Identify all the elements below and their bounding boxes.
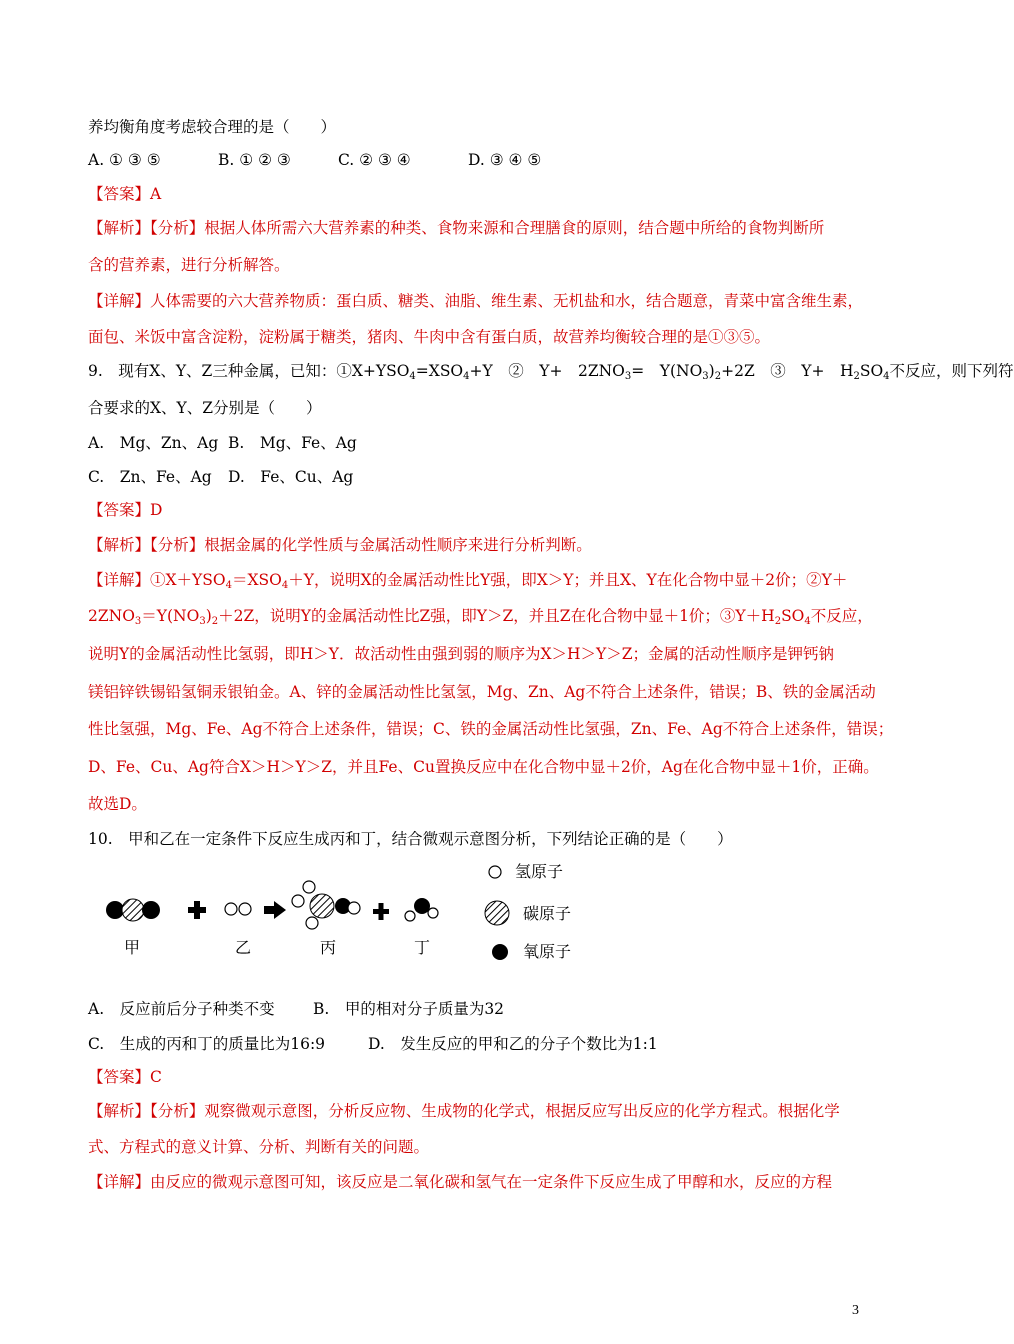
q8-option-d: D. ③ ④ ⑤ <box>468 151 542 169</box>
plus-icon <box>188 901 206 919</box>
q8-analysis-line-2: 含的营养素，进行分析解答。 <box>88 256 290 274</box>
q9-detail-line-2: $2ZNO_3=Y(NO_3)_2+2Z$，说明Y的金属活动性比Z强，即Y＞Z，并且Z在化合物中显＋1价；$③Y+H_2SO_4$不反应， <box>88 607 873 627</box>
methanol-molecule <box>292 881 360 929</box>
q8-detail-line-2: 面包、米饭中富含淀粉，淀粉属于糖类，猪肉、牛肉中含有蛋白质，故营养均衡较合理的是①③⑤。 <box>88 328 771 346</box>
page-number: 3 <box>852 1303 859 1318</box>
legend-carbon: 碳原子 <box>523 904 572 923</box>
q8-option-b: B. ① ② ③ <box>218 151 291 169</box>
q10-stem: 10. 甲和乙在一定条件下反应生成丙和丁，结合微观示意图分析，下列结论正确的是（ ） <box>88 830 733 848</box>
q9-analysis: 【解析】【分析】根据金属的化学性质与金属活动性顺序来进行分析判断。 <box>88 536 592 554</box>
q10-analysis-line-2: 式、方程式的意义计算、分析、判断有关的问题。 <box>88 1138 430 1156</box>
plus-icon <box>373 903 389 920</box>
legend <box>485 862 571 961</box>
q10-options-cd <box>88 1033 658 1055</box>
q8-stem-tail: 养均衡角度考虑较合理的是（ ） <box>88 118 337 136</box>
q9-option-b: B. Mg、Fe、Ag <box>228 434 357 452</box>
legend-hydrogen: 氢原子 <box>515 862 564 881</box>
label-bing: 丙 <box>319 938 337 957</box>
q10-option-a: A. 反应前后分子种类不变 <box>88 1000 275 1018</box>
q9-answer: 【答案】D <box>88 501 163 519</box>
q8-answer: 【答案】A <box>88 185 162 203</box>
q9-detail-line-4: 镁铝锌铁锡铅氢铜汞银铂金。A、锌的金属活动性比氢氢，Mg、Zn、Ag不符合上述条件，错误；B、铁的金属活动 <box>88 683 876 701</box>
molecule-diagram <box>100 858 620 968</box>
q9-stem-line-2: 合要求的X、Y、Z分别是（ ） <box>88 399 322 417</box>
q8-detail-line-1: 【详解】人体需要的六大营养物质：蛋白质、糖类、油脂、维生素、无机盐和水，结合题意，青菜中富含维生素， <box>88 292 864 310</box>
arrow-right-icon <box>264 901 286 919</box>
q8-option-c: C. ② ③ ④ <box>338 151 411 169</box>
q9-detail-line-6: D、Fe、Cu、Ag符合X＞H＞Y＞Z，并且Fe、Cu置换反应中在化合物中显＋2价，Ag在化合物中显＋1价，正确。 <box>88 758 879 776</box>
q9-detail-line-7: 故选D。 <box>88 795 147 813</box>
q8-options <box>88 149 541 171</box>
h2-molecule <box>225 903 251 915</box>
q10-options-ab <box>88 998 504 1020</box>
label-ding: 丁 <box>413 938 431 957</box>
carbon-atom-icon <box>485 901 509 925</box>
q10-detail-line-1: 【详解】由反应的微观示意图可知，该反应是二氧化碳和氢气在一定条件下反应生成了甲醇和水，反应的方程 <box>88 1173 833 1191</box>
label-yi: 乙 <box>234 938 252 957</box>
q10-answer: 【答案】C <box>88 1068 162 1086</box>
q9-options-ab <box>88 432 357 454</box>
q10-option-d: D. 发生反应的甲和乙的分子个数比为1:1 <box>368 1035 658 1053</box>
q10-option-c: C. 生成的丙和丁的质量比为16:9 <box>88 1035 326 1053</box>
q8-analysis-line-1: 【解析】【分析】根据人体所需六大营养素的种类、食物来源和合理膳食的原则，结合题中所给的食物判断所 <box>88 219 825 237</box>
q8-option-a: A. ① ③ ⑤ <box>88 151 161 169</box>
q9-options-cd <box>88 466 353 488</box>
q9-detail-line-5: 性比氢强，Mg、Fe、Ag不符合上述条件，错误；C、铁的金属活动性比氢强，Zn、Fe、Ag不符合上述条件，错误； <box>88 720 894 738</box>
q10-analysis-line-1: 【解析】【分析】观察微观示意图，分析反应物、生成物的化学式，根据反应写出反应的化学方程式。根据化学 <box>88 1102 840 1120</box>
q9-detail-line-3: 说明Y的金属活动性比氢弱，即H＞Y．故活动性由强到弱的顺序为X＞H＞Y＞Z；金属的活动性顺序是钾钙钠 <box>88 645 835 663</box>
q9-stem-line-1: 9. 现有X、Y、Z三种金属，已知：$①X+YSO_4=XSO_4+Y$ ② Y+ $2ZNO_3=$ $Y(NO_3)_2+2Z$ ③ Y+ $H_2SO_4$不反应，则下列符 <box>88 362 1014 382</box>
water-molecule <box>405 898 438 921</box>
q9-detail-line-1: 【详解】$①X+YSO_4=XSO_4+Y$，说明X的金属活动性比Y强，即X＞Y；并且X、Y在化合物中显＋2价；②Y＋ <box>88 571 848 591</box>
oxygen-atom-icon <box>492 944 508 960</box>
q9-option-c: C. Zn、Fe、Ag <box>88 468 212 486</box>
hydrogen-atom-icon <box>489 866 501 878</box>
q10-option-b: B. 甲的相对分子质量为32 <box>313 1000 505 1018</box>
label-jia: 甲 <box>123 938 141 957</box>
co2-molecule <box>106 899 160 921</box>
legend-oxygen: 氧原子 <box>523 942 572 961</box>
q9-option-a: A. Mg、Zn、Ag <box>88 434 219 452</box>
q9-option-d: D. Fe、Cu、Ag <box>228 468 354 486</box>
